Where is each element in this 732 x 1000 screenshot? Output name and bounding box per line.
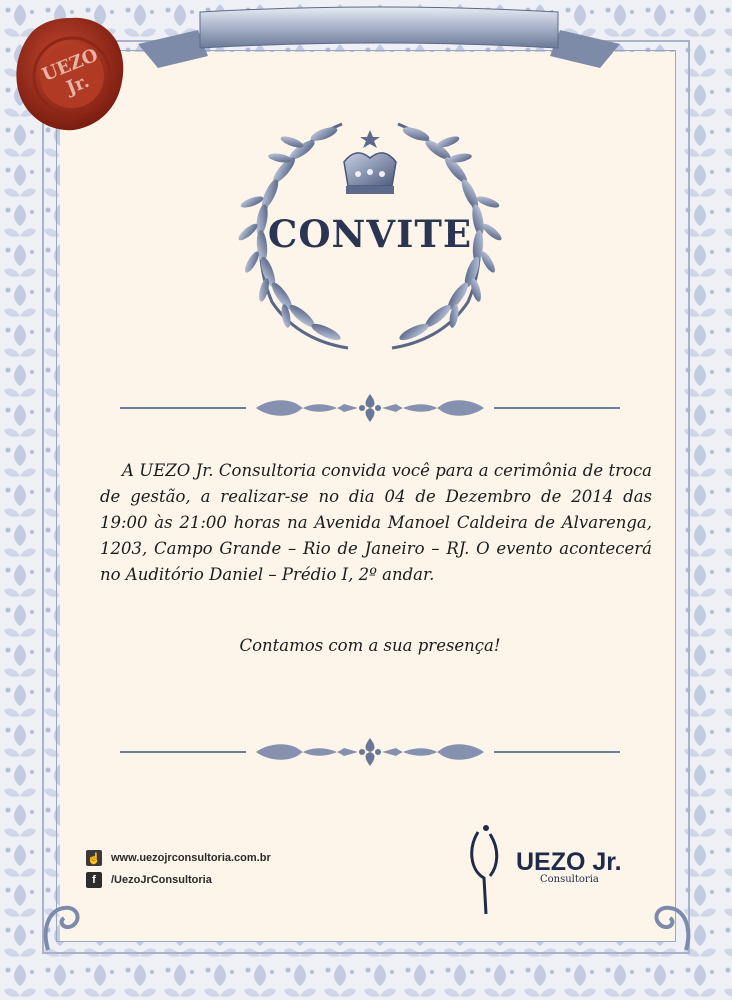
ornamental-divider-top bbox=[120, 394, 620, 422]
invitation-title: CONVITE bbox=[267, 212, 473, 256]
logo-subtitle: Consultoria bbox=[540, 874, 599, 885]
corner-ornament-bottom-left bbox=[38, 890, 98, 960]
crown-icon bbox=[344, 130, 396, 194]
website-link[interactable]: www.uezojrconsultoria.com.br bbox=[111, 852, 271, 864]
website-contact[interactable] bbox=[86, 850, 271, 866]
facebook-icon: f bbox=[86, 872, 102, 888]
logo-name: UEZO Jr. bbox=[516, 848, 622, 876]
ribbon-banner bbox=[138, 4, 620, 76]
seal-text: UEZO Jr. bbox=[39, 44, 102, 99]
invitation-paragraph: A UEZO Jr. Consultoria convida você para a cerimônia de troca de gestão, a realizar-se no dia 04 de Dezembro de 2014 das 19:00 às 21:00 horas na Avenida Manoel Caldeira de Alvarenga, 1203, Campo Grande – Rio de Janeiro – RJ. O evento acontecerá no Auditório Daniel – Prédio I, 2º andar. bbox=[100, 461, 652, 584]
facebook-contact[interactable] bbox=[86, 872, 212, 888]
ornamental-divider-bottom bbox=[120, 738, 620, 766]
facebook-link[interactable]: /UezoJrConsultoria bbox=[111, 874, 212, 886]
closing-line: Contamos com a sua presença! bbox=[239, 636, 501, 655]
invitation-body bbox=[100, 458, 652, 588]
pointer-hand-icon: ☝ bbox=[86, 850, 102, 866]
